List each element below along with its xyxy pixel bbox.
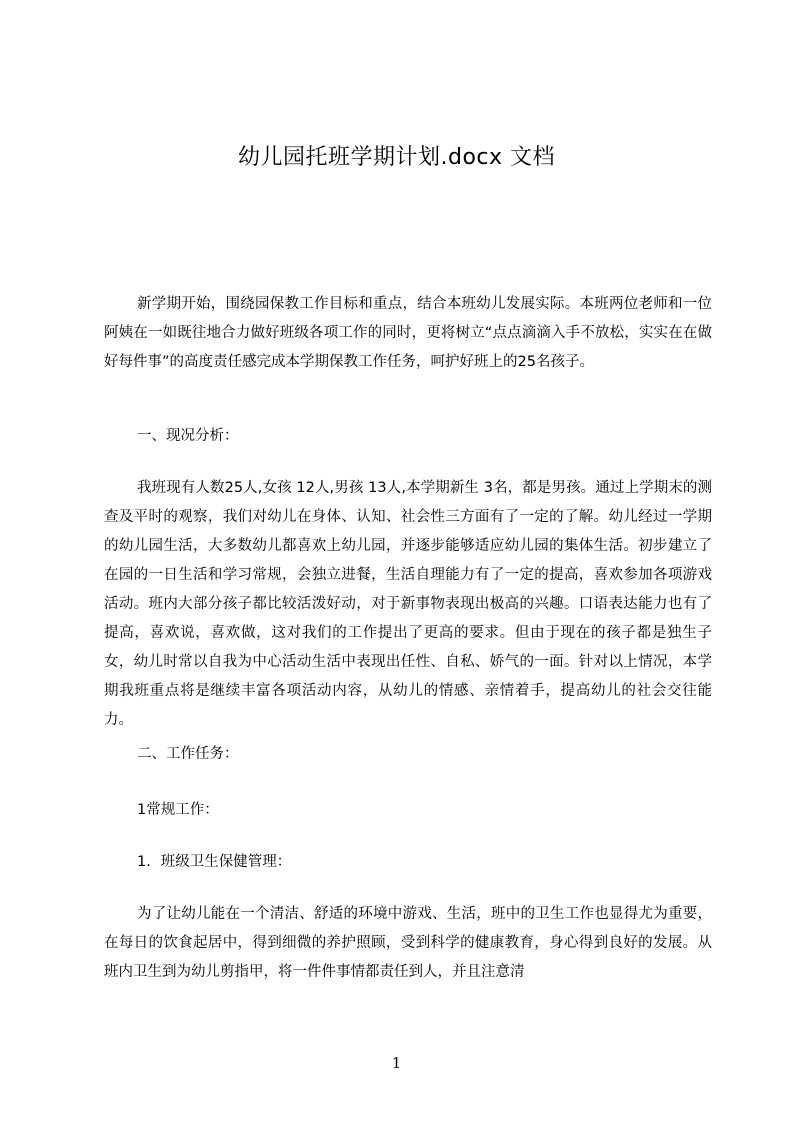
- intro-paragraph: 新学期开始，围绕园保教工作目标和重点，结合本班幼儿发展实际。本班两位老师和一位阿姨在一如既往地合力做好班级各项工作的同时，更将树立“点点滴滴入手不放松，实实在在做好每件事”的高度责任感完成本学期保教工作任务，呵护好班上的25名孩子。: [104, 296, 712, 370]
- section-1-paragraph: 我班现有人数25人,女孩 12人,男孩 13人,本学期新生 3名，都是男孩。通过上学期末的测查及平时的观察，我们对幼儿在身体、认知、社会性三方面有了一定的了解。幼儿经过一学期的幼儿园生活，大多数幼儿都喜欢上幼儿园，并逐步能够适应幼儿园的集体生活。初步建立了在园的一日生活和学习常规，会独立进餐，生活自理能力有了一定的提高，喜欢参加各项游戏活动。班内大部分孩子都比较活泼好动，对于新事物表现出极高的兴趣。口语表达能力也有了提高，喜欢说，喜欢做，这对我们的工作提出了更高的要求。但由于现在的孩子都是独生子女，幼儿时常以自我为中心活动生活中表现出任性、自私、娇气的一面。针对以上情况，本学期我班重点将是继续丰富各项活动内容，从幼儿的情感、亲情着手，提高幼儿的社会交往能力。: [104, 480, 712, 728]
- sub-2-block: [104, 848, 712, 877]
- section-1-body-block: [104, 474, 712, 735]
- sub-1-block: [104, 796, 712, 825]
- section-2-body-block: [104, 900, 712, 987]
- section-1-heading: 一、现况分析：: [137, 428, 239, 444]
- section-2-heading: 二、工作任务：: [137, 746, 239, 762]
- sub-heading-routine: 1常规工作：: [137, 802, 219, 818]
- document-title: 幼儿园托班学期计划.docx 文档: [237, 145, 556, 170]
- section-1-block: [104, 422, 712, 451]
- section-2-block: [104, 740, 712, 769]
- page-number: 1: [391, 1054, 402, 1072]
- sub-heading-hygiene: 1．班级卫生保健管理：: [137, 854, 292, 870]
- intro-paragraph-block: [104, 290, 712, 377]
- section-2-paragraph: 为了让幼儿能在一个清洁、舒适的环境中游戏、生活，班中的卫生工作也显得尤为重要，在每日的饮食起居中，得到细微的养护照顾，受到科学的健康教育，身心得到良好的发展。从班内卫生到为幼儿剪指甲，将一件件事情都责任到人，并且注意清: [104, 906, 712, 980]
